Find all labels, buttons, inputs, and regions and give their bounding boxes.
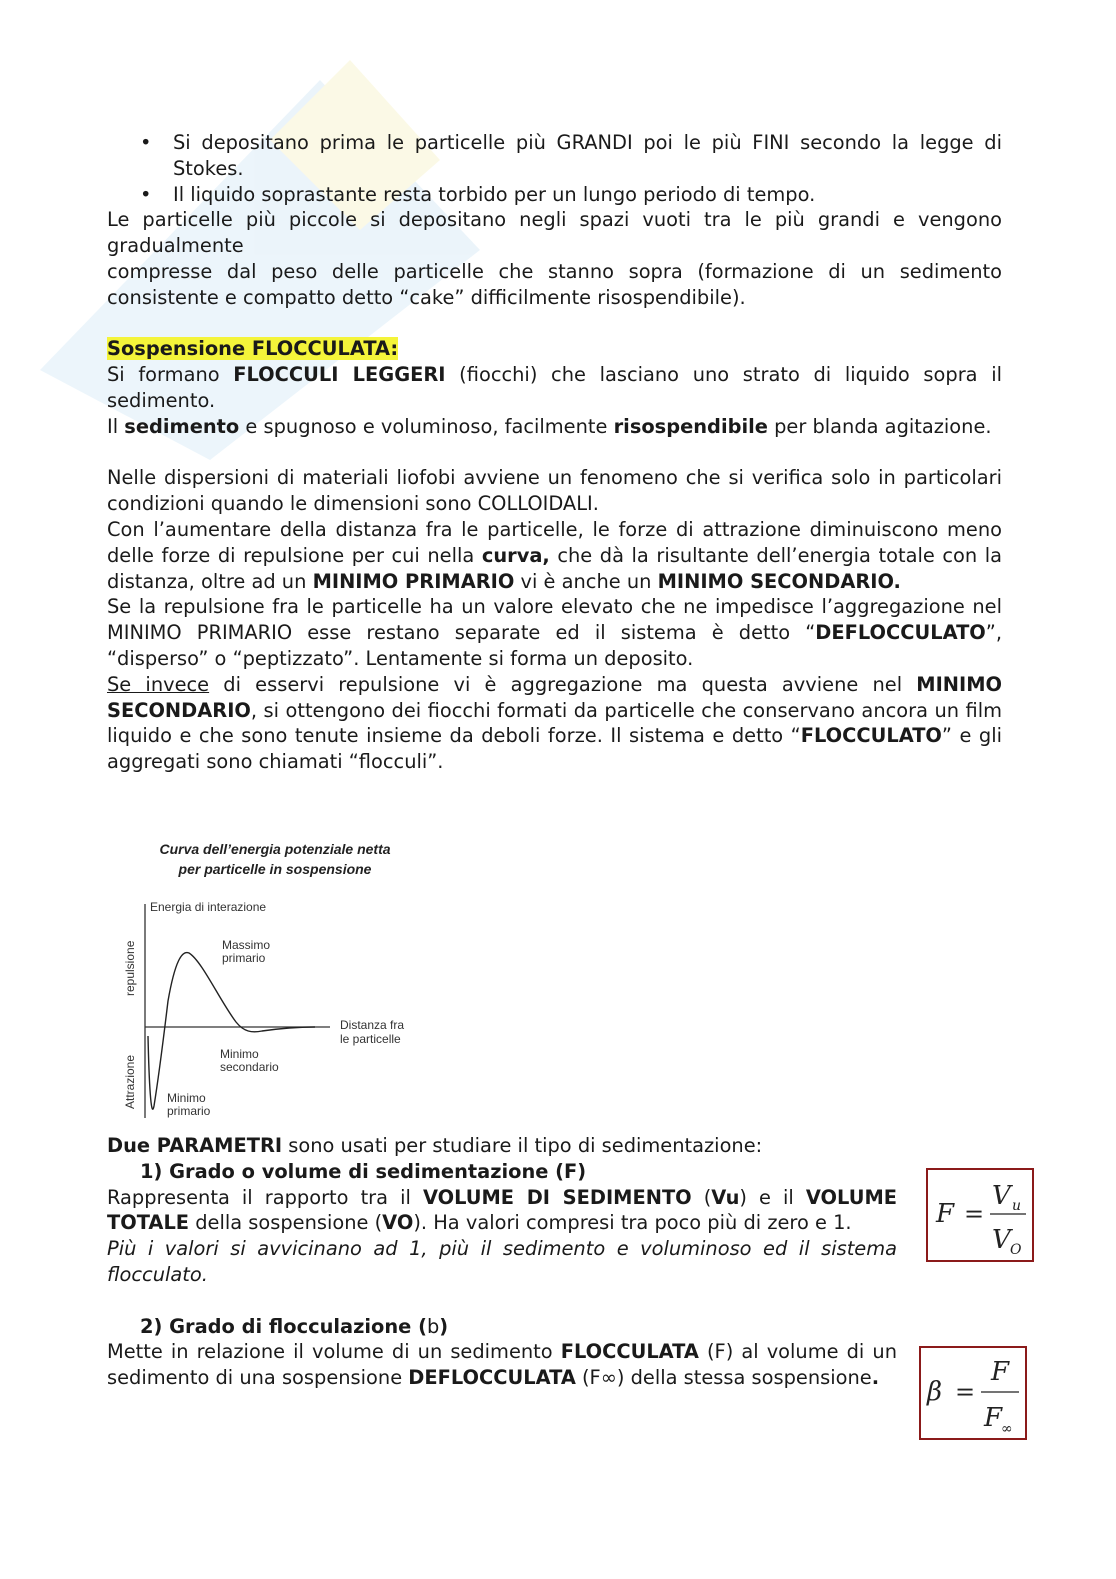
formula2-den-sub: ∞: [1001, 1421, 1013, 1437]
x-axis-label-1: Distanza fra: [340, 1018, 405, 1032]
max-primary-label-2: primario: [222, 951, 266, 965]
paragraph-sedimento: Il sedimento e spugnoso e voluminoso, facilmente risospendibile per blanda agitazione.: [107, 414, 992, 438]
figure-title-line2: per particelle in sospensione: [178, 861, 372, 877]
formula2-num: F: [991, 1357, 1010, 1387]
list-item: [107, 182, 1002, 208]
formula1-lhs: F: [936, 1199, 955, 1229]
attraction-label: Attrazione: [123, 1054, 137, 1109]
formula-sedimentation-volume: [926, 1168, 1034, 1262]
bullet-glyph: •: [140, 131, 152, 154]
parameter-2-heading: 2) Grado di flocculazione (b): [140, 1314, 449, 1338]
energy-curve: [148, 953, 315, 1110]
bullet-list: [107, 130, 1002, 207]
formula1-eq: =: [964, 1200, 985, 1228]
min-secondary-label-1: Minimo: [220, 1047, 259, 1061]
min-primary-label-1: Minimo: [167, 1091, 206, 1105]
paragraph-colloidali: Nelle dispersioni di materiali liofobi avviene un fenomeno che si verifica solo in particolari condizioni quando le dimensioni sono COLLOIDALI.: [107, 466, 1002, 516]
figure-title-line1: Curva dell’energia potenziale netta: [159, 841, 391, 857]
formula1-num: V: [992, 1181, 1011, 1211]
parameter-2-text: Mette in relazione il volume di un sedimento FLOCCULATA (F) al volume di un sedimento di una sospensione DEFLOCCULATA (F∞) della stessa sospensione.: [107, 1340, 897, 1390]
highlighted-heading: Sospensione FLOCCULATA:: [107, 337, 399, 361]
bullet-text: Il liquido soprastante resta torbido per un lungo periodo di tempo.: [173, 182, 816, 206]
formula2-den: F: [984, 1403, 1003, 1433]
parameters-intro: Due PARAMETRI sono usati per studiare il tipo di sedimentazione:: [107, 1134, 763, 1157]
max-primary-label-1: Massimo: [222, 938, 271, 952]
formula1-den: V: [992, 1225, 1011, 1255]
formula2-eq: =: [955, 1378, 976, 1406]
formula2-lhs: β: [927, 1377, 943, 1407]
paragraph-curva: Con l’aumentare della distanza fra le particelle, le forze di attrazione diminuiscono meno delle forze di repulsione per cui nella curva, che dà la risultante dell’energia totale con la distanza, oltre ad un MINIMO PRIMARIO vi è anche un MINIMO SECONDARIO.: [107, 517, 1002, 593]
min-secondary-label-2: secondario: [220, 1060, 279, 1074]
min-primary-label-2: primario: [167, 1104, 211, 1118]
parameter-1-heading: 1) Grado o volume di sedimentazione (F): [140, 1159, 587, 1183]
x-axis-label-2: le particelle: [340, 1032, 401, 1046]
repulsion-label: repulsione: [123, 940, 137, 996]
text-column-top: [107, 130, 1002, 775]
formula1-den-sub: O: [1010, 1242, 1022, 1258]
paragraph-cake-a: Le particelle più piccole si depositano negli spazi vuoti tra le più grandi e vengono gradualmente: [107, 208, 1002, 258]
section-heading-flocculata: [107, 336, 1002, 362]
formula1-num-sub: u: [1012, 1198, 1022, 1214]
y-axis-label: Energia di interazione: [150, 900, 267, 914]
energy-curve-figure: [110, 836, 430, 1126]
parameter-1-note: Più i valori si avvicinano ad 1, più il sedimento e voluminoso ed il sistema flocculato.: [107, 1237, 897, 1286]
bullet-glyph: •: [140, 182, 152, 206]
paragraph-flocculi: Si formano FLOCCULI LEGGERI (fiocchi) che lasciano uno strato di liquido sopra il sedimento.: [107, 363, 1002, 412]
parameter-1-text: Rappresenta il rapporto tra il VOLUME DI SEDIMENTO (Vu) e il VOLUME TOTALE della sospensione (VO). Ha valori compresi tra poco più di zero e 1.: [107, 1185, 897, 1235]
paragraph-flocculato: Se invece di esservi repulsione vi è aggregazione ma questa avviene nel MINIMO SECONDARIO, si ottengono dei fiocchi formati da particelle che conservano ancora un film liquido e che sono tenute insieme da deboli forze. Il sistema e detto “FLOCCULATO” e gli aggregati sono chiamati “flocculi”.: [107, 672, 1003, 774]
list-item: [107, 130, 1002, 182]
paragraph-cake-b: compresse dal peso delle particelle che stanno sopra (formazione di un sedimento consistente e compatto detto “cake” difficilmente risospendibile).: [107, 259, 1002, 309]
text-column-bottom: [107, 1133, 1002, 1391]
formula-flocculation-degree: [919, 1346, 1027, 1440]
paragraph-deflocculato: Se la repulsione fra le particelle ha un valore elevato che ne impedisce l’aggregazione nel MINIMO PRIMARIO esse restano separate ed il sistema è detto “DEFLOCCULATO”, “disperso” o “peptizzato”. Lentamente si forma un deposito.: [107, 595, 1002, 670]
bullet-text: Si depositano prima le particelle più GRANDI poi le più FINI secondo la legge di Stokes.: [173, 131, 1002, 180]
